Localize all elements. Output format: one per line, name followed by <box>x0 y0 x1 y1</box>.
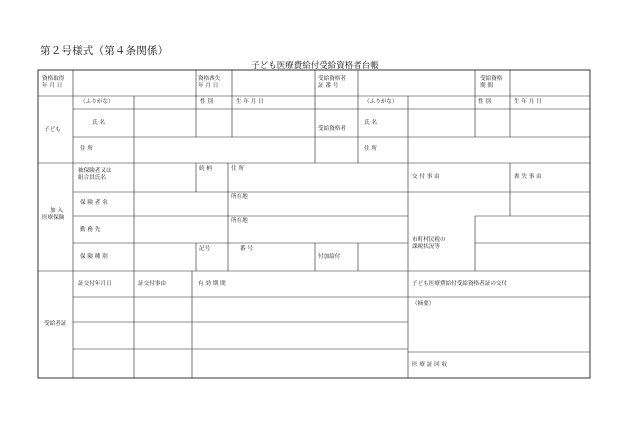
recipient-birth-label: 生 年 月 日 <box>514 99 542 105</box>
additional-benefit-label: 付加給付 <box>318 254 341 260</box>
acquired-date-label: 資格取得 年 月 日 <box>42 76 65 89</box>
recipient-sex-label: 性 別 <box>478 99 491 105</box>
relation-label: 続 柄 <box>199 166 212 172</box>
qual-period-label: 受給資格 期 間 <box>480 76 503 89</box>
tax-status-label: 市町村民税の 課税状況等 <box>412 237 446 250</box>
recipient-furigana-label: （ふりがな） <box>364 99 398 105</box>
validity-header: 有 効 期 間 <box>198 281 226 287</box>
cert-section-label: 受給者証 <box>44 321 67 327</box>
child-sex-label: 性 別 <box>200 99 213 105</box>
form-number: 第２号様式（第４条関係） <box>40 45 169 57</box>
insured-address-label: 住 所 <box>231 166 244 172</box>
child-address-label: 住 所 <box>80 146 93 152</box>
loss-reason-header: 喪 失 事 由 <box>514 174 542 180</box>
symbol-label: 記号 <box>199 246 211 252</box>
insurance-type-label: 保 険 種 別 <box>80 254 108 260</box>
cert-collection-label: 医 療 証 回 収 <box>412 362 448 368</box>
workplace-label: 勤 務 先 <box>80 227 101 233</box>
recipient-name-label: 氏 名 <box>364 120 377 126</box>
insurance-section-label: 加 入 医療保険 <box>42 208 65 221</box>
number-label: 番 号 <box>240 246 253 252</box>
furigana-label: （ふりがな） <box>80 99 114 105</box>
recipient-label: 受給資格者 <box>318 126 346 132</box>
child-birth-label: 生 年 月 日 <box>236 99 264 105</box>
cert-issue-header: 子ども医療費給付受給資格者証の交付 <box>412 281 508 287</box>
form-title: 子ども医療費給付受給資格者台帳 <box>251 61 379 71</box>
workplace-location-label: 所在地 <box>231 218 248 224</box>
insurer-location-label: 所在地 <box>231 194 248 200</box>
insured-name-label: 被保険者又は 組合員氏名 <box>78 168 112 181</box>
issue-reason-header: 交 付 事 由 <box>412 174 440 180</box>
insurer-label: 保 険 者 名 <box>80 200 108 206</box>
lost-date-label: 資格喪失 年 月 日 <box>198 76 221 89</box>
child-name-label: 氏 名 <box>92 120 105 126</box>
recipient-address-label: 住 所 <box>364 146 377 152</box>
issue-date-header: 証交付年月日 <box>78 281 112 287</box>
remarks-label: （摘要） <box>412 301 435 307</box>
child-section-label: 子ども <box>44 127 61 133</box>
cert-number-label: 受給資格者 証 番 号 <box>318 76 346 89</box>
issue-reason-col-header: 証交付事由 <box>138 281 166 287</box>
